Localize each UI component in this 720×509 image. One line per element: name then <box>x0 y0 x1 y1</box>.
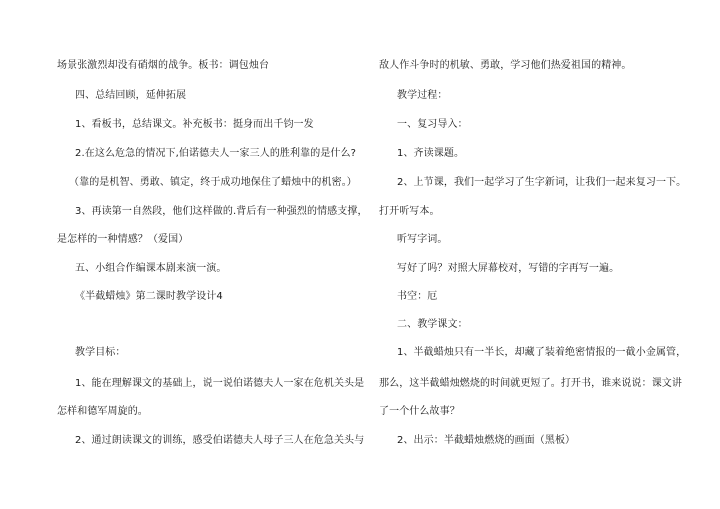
text-line: 2、出示：半截蜡烛燃烧的画面（黑板） <box>397 435 576 446</box>
section-heading: 教学目标： <box>75 347 126 358</box>
text-line: 1、能在理解课文的基础上，说一说伯诺德夫人一家在危机关头是 <box>75 378 365 389</box>
section-heading: 二、教学课文： <box>397 319 468 330</box>
section-heading: 五、小组合作编课本剧来演一演。 <box>75 263 227 274</box>
text-line: 了一个什么故事？ <box>379 406 460 417</box>
text-line: 打开听写本。 <box>379 206 440 217</box>
text-line: （靠的是机智、勇敢、镇定，终于成功地保住了蜡烛中的机密。） <box>69 177 357 188</box>
text-line: 3、再读第一自然段，他们这样做的.背后有一种强烈的情感支撑， <box>75 206 368 217</box>
text-line: 1、齐读课题。 <box>397 148 465 159</box>
text-line: 2.在这么危急的情况下,伯诺德夫人一家三人的胜利靠的是什么? <box>75 148 357 159</box>
text-line: 书空：厄 <box>397 291 438 302</box>
text-line: 那么，这半截蜡烛燃烧的时间就更短了。打开书，谁来说说：课文讲 <box>379 378 682 389</box>
section-heading: 教学过程： <box>397 90 448 101</box>
text-line: 2、通过朗读课文的训练，感受伯诺德夫人母子三人在危急关头与 <box>75 435 365 446</box>
text-line: 1、看板书，总结课文。补充板书：挺身而出千钧一发 <box>75 119 314 130</box>
text-line: 敌人作斗争时的机敏、勇敢，学习他们热爱祖国的精神。 <box>379 60 632 71</box>
text-line: 听写字词。 <box>397 234 448 245</box>
section-heading: 四、总结回顾，延伸拓展 <box>75 90 187 101</box>
document-title: 《半截蜡烛》第二课时教学设计4 <box>75 291 223 302</box>
text-line: 写好了吗？对照大屏幕校对，写错的字再写一遍。 <box>397 263 620 274</box>
section-heading: 一、复习导入： <box>397 119 468 130</box>
text-line: 怎样和德军周旋的。 <box>57 406 148 417</box>
text-line: 1、半截蜡烛只有一半长，却藏了装着绝密情报的一截小金属管， <box>397 347 687 358</box>
text-line: 2、上节课，我们一起学习了生字新词，让我们一起来复习一下。 <box>397 177 687 188</box>
text-line: 是怎样的一种情感？（爱国） <box>57 234 189 245</box>
text-line: 场景张激烈却没有硝烟的战争。板书：调包烛台 <box>57 60 270 71</box>
